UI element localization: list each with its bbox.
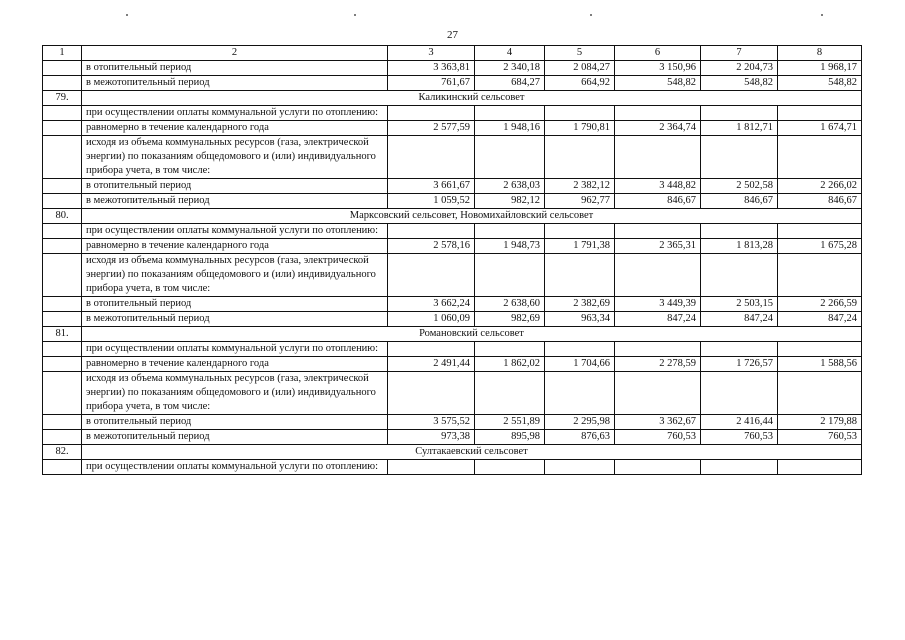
value-cell <box>778 254 862 297</box>
continuation-row <box>43 76 862 91</box>
value-cell <box>388 254 475 297</box>
value-cell: 846,67 <box>701 194 778 209</box>
row-label: равномерно в течение календарного года <box>82 239 388 254</box>
value-cell <box>388 136 475 179</box>
value-cell: 3 362,67 <box>615 415 701 430</box>
value-cell: 2 577,59 <box>388 121 475 136</box>
value-cell: 3 662,24 <box>388 297 475 312</box>
value-cell <box>778 460 862 475</box>
row-number-cell <box>43 460 82 475</box>
scan-speck <box>126 14 128 16</box>
column-header: 8 <box>778 46 862 61</box>
value-cell <box>778 106 862 121</box>
evenly-row <box>43 239 862 254</box>
row-label: в межотопительный период <box>82 312 388 327</box>
page-number: 27 <box>447 29 458 41</box>
row-number-cell <box>43 312 82 327</box>
value-cell <box>388 106 475 121</box>
value-cell: 2 278,59 <box>615 357 701 372</box>
offseason-period-row <box>43 194 862 209</box>
value-cell: 1 060,09 <box>388 312 475 327</box>
value-cell: 2 382,12 <box>545 179 615 194</box>
row-number-cell <box>43 430 82 445</box>
value-cell <box>475 224 545 239</box>
value-cell: 3 449,39 <box>615 297 701 312</box>
intro-row <box>43 224 862 239</box>
value-cell: 2 551,89 <box>475 415 545 430</box>
section-number: 82. <box>43 445 82 460</box>
row-number-cell <box>43 254 82 297</box>
row-label: в межотопительный период <box>82 194 388 209</box>
section-number: 80. <box>43 209 82 224</box>
section-title: Каликинский сельсовет <box>82 91 862 106</box>
value-cell <box>701 224 778 239</box>
value-cell: 2 266,02 <box>778 179 862 194</box>
row-number-cell <box>43 415 82 430</box>
value-cell: 2 503,15 <box>701 297 778 312</box>
value-cell: 2 416,44 <box>701 415 778 430</box>
evenly-row <box>43 357 862 372</box>
value-cell: 1 588,56 <box>778 357 862 372</box>
value-cell: 1 948,73 <box>475 239 545 254</box>
value-cell: 846,67 <box>615 194 701 209</box>
row-number-cell <box>43 76 82 91</box>
value-cell: 973,38 <box>388 430 475 445</box>
column-header: 3 <box>388 46 475 61</box>
value-cell: 2 204,73 <box>701 61 778 76</box>
section-header-row <box>43 327 862 342</box>
value-cell <box>701 342 778 357</box>
intro-label: при осуществлении оплаты коммунальной услуги по отоплению: <box>82 224 388 239</box>
section-header-row <box>43 209 862 224</box>
metered-label: исходя из объема коммунальных ресурсов (газа, электрической энергии) по показаниям общедомового и (или) индивидуального прибора учета, в том числе: <box>82 136 388 179</box>
column-header: 4 <box>475 46 545 61</box>
value-cell <box>475 254 545 297</box>
row-number-cell <box>43 106 82 121</box>
value-cell <box>545 372 615 415</box>
heating-period-row <box>43 297 862 312</box>
value-cell: 2 364,74 <box>615 121 701 136</box>
evenly-row <box>43 121 862 136</box>
value-cell: 3 661,67 <box>388 179 475 194</box>
value-cell: 2 578,16 <box>388 239 475 254</box>
row-label: в отопительный период <box>82 61 388 76</box>
value-cell <box>388 224 475 239</box>
value-cell: 1 968,17 <box>778 61 862 76</box>
value-cell: 1 674,71 <box>778 121 862 136</box>
intro-label: при осуществлении оплаты коммунальной услуги по отоплению: <box>82 460 388 475</box>
value-cell: 1 812,71 <box>701 121 778 136</box>
section-title: Романовский сельсовет <box>82 327 862 342</box>
value-cell: 1 726,57 <box>701 357 778 372</box>
value-cell: 1 862,02 <box>475 357 545 372</box>
value-cell <box>615 342 701 357</box>
value-cell <box>701 136 778 179</box>
value-cell: 847,24 <box>778 312 862 327</box>
value-cell: 1 948,16 <box>475 121 545 136</box>
value-cell: 2 295,98 <box>545 415 615 430</box>
value-cell: 2 179,88 <box>778 415 862 430</box>
value-cell <box>545 254 615 297</box>
value-cell <box>388 342 475 357</box>
column-header-row <box>43 46 862 61</box>
column-header: 2 <box>82 46 388 61</box>
value-cell: 3 575,52 <box>388 415 475 430</box>
row-number-cell <box>43 136 82 179</box>
section-title: Марксовский сельсовет, Новомихайловский сельсовет <box>82 209 862 224</box>
value-cell: 760,53 <box>701 430 778 445</box>
row-label: в отопительный период <box>82 297 388 312</box>
row-label: равномерно в течение календарного года <box>82 121 388 136</box>
value-cell: 3 150,96 <box>615 61 701 76</box>
row-label: равномерно в течение календарного года <box>82 357 388 372</box>
value-cell: 1 791,38 <box>545 239 615 254</box>
section-number: 79. <box>43 91 82 106</box>
value-cell <box>475 342 545 357</box>
value-cell: 963,34 <box>545 312 615 327</box>
column-header: 5 <box>545 46 615 61</box>
value-cell <box>701 106 778 121</box>
intro-label: при осуществлении оплаты коммунальной услуги по отоплению: <box>82 342 388 357</box>
value-cell <box>475 460 545 475</box>
value-cell <box>701 460 778 475</box>
value-cell <box>701 372 778 415</box>
value-cell <box>778 342 862 357</box>
offseason-period-row <box>43 312 862 327</box>
value-cell <box>388 460 475 475</box>
section-number: 81. <box>43 327 82 342</box>
value-cell: 548,82 <box>778 76 862 91</box>
value-cell: 548,82 <box>615 76 701 91</box>
intro-row <box>43 106 862 121</box>
value-cell: 2 638,60 <box>475 297 545 312</box>
value-cell <box>778 224 862 239</box>
heating-period-row <box>43 415 862 430</box>
value-cell: 548,82 <box>701 76 778 91</box>
value-cell: 2 491,44 <box>388 357 475 372</box>
offseason-period-row <box>43 430 862 445</box>
value-cell <box>778 372 862 415</box>
row-number-cell <box>43 342 82 357</box>
section-header-row <box>43 445 862 460</box>
column-header: 1 <box>43 46 82 61</box>
value-cell: 1 675,28 <box>778 239 862 254</box>
value-cell <box>615 136 701 179</box>
table-body <box>43 46 862 475</box>
value-cell: 2 340,18 <box>475 61 545 76</box>
value-cell: 1 813,28 <box>701 239 778 254</box>
heating-period-row <box>43 179 862 194</box>
row-number-cell <box>43 297 82 312</box>
value-cell: 761,67 <box>388 76 475 91</box>
value-cell: 846,67 <box>778 194 862 209</box>
tariff-table <box>42 45 862 475</box>
value-cell: 664,92 <box>545 76 615 91</box>
value-cell: 684,27 <box>475 76 545 91</box>
intro-row <box>43 460 862 475</box>
section-title: Султакаевский сельсовет <box>82 445 862 460</box>
value-cell <box>615 254 701 297</box>
row-number-cell <box>43 194 82 209</box>
metered-row <box>43 254 862 297</box>
column-header: 7 <box>701 46 778 61</box>
value-cell <box>388 372 475 415</box>
value-cell: 982,69 <box>475 312 545 327</box>
row-label: в межотопительный период <box>82 430 388 445</box>
value-cell: 962,77 <box>545 194 615 209</box>
value-cell <box>778 136 862 179</box>
row-number-cell <box>43 224 82 239</box>
row-number-cell <box>43 239 82 254</box>
value-cell: 847,24 <box>701 312 778 327</box>
row-label: в отопительный период <box>82 179 388 194</box>
metered-row <box>43 372 862 415</box>
value-cell <box>545 136 615 179</box>
value-cell: 1 059,52 <box>388 194 475 209</box>
value-cell: 1 704,66 <box>545 357 615 372</box>
scan-speck <box>821 14 823 16</box>
column-header: 6 <box>615 46 701 61</box>
value-cell: 1 790,81 <box>545 121 615 136</box>
value-cell: 760,53 <box>615 430 701 445</box>
row-number-cell <box>43 179 82 194</box>
value-cell: 2 382,69 <box>545 297 615 312</box>
value-cell: 2 365,31 <box>615 239 701 254</box>
value-cell <box>545 106 615 121</box>
section-header-row <box>43 91 862 106</box>
value-cell: 3 363,81 <box>388 61 475 76</box>
continuation-row <box>43 61 862 76</box>
value-cell <box>545 224 615 239</box>
row-number-cell <box>43 121 82 136</box>
value-cell <box>615 224 701 239</box>
value-cell <box>475 106 545 121</box>
value-cell <box>475 372 545 415</box>
value-cell: 2 502,58 <box>701 179 778 194</box>
value-cell <box>475 136 545 179</box>
value-cell <box>545 460 615 475</box>
value-cell <box>615 372 701 415</box>
value-cell: 982,12 <box>475 194 545 209</box>
scan-speck <box>354 14 356 16</box>
value-cell <box>545 342 615 357</box>
value-cell: 3 448,82 <box>615 179 701 194</box>
intro-label: при осуществлении оплаты коммунальной услуги по отоплению: <box>82 106 388 121</box>
intro-row <box>43 342 862 357</box>
value-cell: 895,98 <box>475 430 545 445</box>
row-number-cell <box>43 61 82 76</box>
value-cell <box>615 106 701 121</box>
row-number-cell <box>43 357 82 372</box>
value-cell: 2 638,03 <box>475 179 545 194</box>
metered-label: исходя из объема коммунальных ресурсов (газа, электрической энергии) по показаниям общедомового и (или) индивидуального прибора учета, в том числе: <box>82 254 388 297</box>
scan-speck <box>590 14 592 16</box>
row-label: в межотопительный период <box>82 76 388 91</box>
metered-row <box>43 136 862 179</box>
value-cell <box>701 254 778 297</box>
value-cell <box>615 460 701 475</box>
metered-label: исходя из объема коммунальных ресурсов (газа, электрической энергии) по показаниям общедомового и (или) индивидуального прибора учета, в том числе: <box>82 372 388 415</box>
value-cell: 2 266,59 <box>778 297 862 312</box>
value-cell: 876,63 <box>545 430 615 445</box>
value-cell: 2 084,27 <box>545 61 615 76</box>
row-number-cell <box>43 372 82 415</box>
row-label: в отопительный период <box>82 415 388 430</box>
value-cell: 760,53 <box>778 430 862 445</box>
value-cell: 847,24 <box>615 312 701 327</box>
